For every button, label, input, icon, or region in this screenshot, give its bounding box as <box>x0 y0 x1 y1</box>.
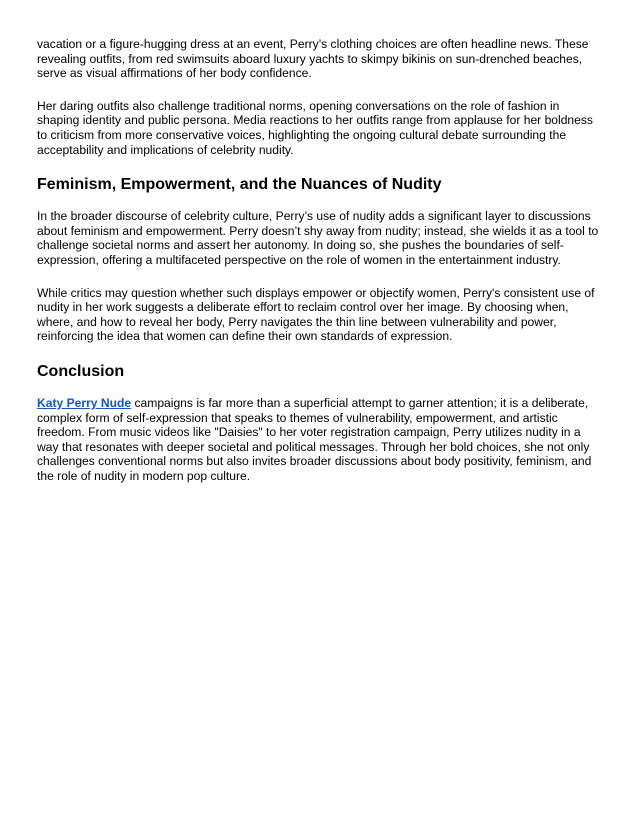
document-page <box>37 37 602 501</box>
feminism-paragraph-critics: While critics may question whether such displays empower or objectify women, Perry's consistent use of nudity in her work suggests a deliberate effort to reclaim control over her image. By choosing when, where, and how to reveal her body, Perry navigates the thin line between vulnerability and power, reinforcing the idea that women can define their own standards of expression. <box>37 285 595 344</box>
body-paragraph-norms: Her daring outfits also challenge traditional norms, opening conversations on the role of fashion in shaping identity and public persona. Media reactions to her outfits range from applause for her boldness to criticism from more conservative voices, highlighting the ongoing cultural debate surrounding the acceptability and implications of celebrity nudity. <box>37 98 593 157</box>
conclusion-paragraph-text: campaigns is far more than a superficial attempt to garner attention; it is a deliberate, complex form of self-expression that speaks to themes of vulnerability, empowerment, and artistic freedom. From music videos like "Daisies" to her voter registration campaign, Perry utilizes nudity in a way that resonates with deeper societal and political messages. Through her bold choices, she not only challenges conventional norms but also invites broader discussions about body positivity, feminism, and the role of nudity in modern pop culture. <box>37 395 592 483</box>
feminism-paragraph-discourse: In the broader discourse of celebrity culture, Perry’s use of nudity adds a significant layer to discussions about feminism and empowerment. Perry doesn’t shy away from nudity; instead, she wields it as a tool to challenge societal norms and assert her autonomy. In doing so, she pushes the boundaries of self-expression, offering a multifaceted perspective on the role of women in the entertainment industry. <box>37 209 599 267</box>
conclusion-paragraph <box>37 396 602 484</box>
katy-perry-nude-link[interactable]: Katy Perry Nude <box>37 395 132 410</box>
conclusion-heading: Conclusion <box>37 362 125 380</box>
feminism-heading: Feminism, Empowerment, and the Nuances of Nudity <box>37 176 442 194</box>
body-paragraph-outfits: vacation or a figure-hugging dress at an event, Perry’s clothing choices are often headline news. These revealing outfits, from red swimsuits aboard luxury yachts to skimpy bikinis on sun-drenched beaches, serve as visual affirmations of her body confidence. <box>37 37 589 81</box>
